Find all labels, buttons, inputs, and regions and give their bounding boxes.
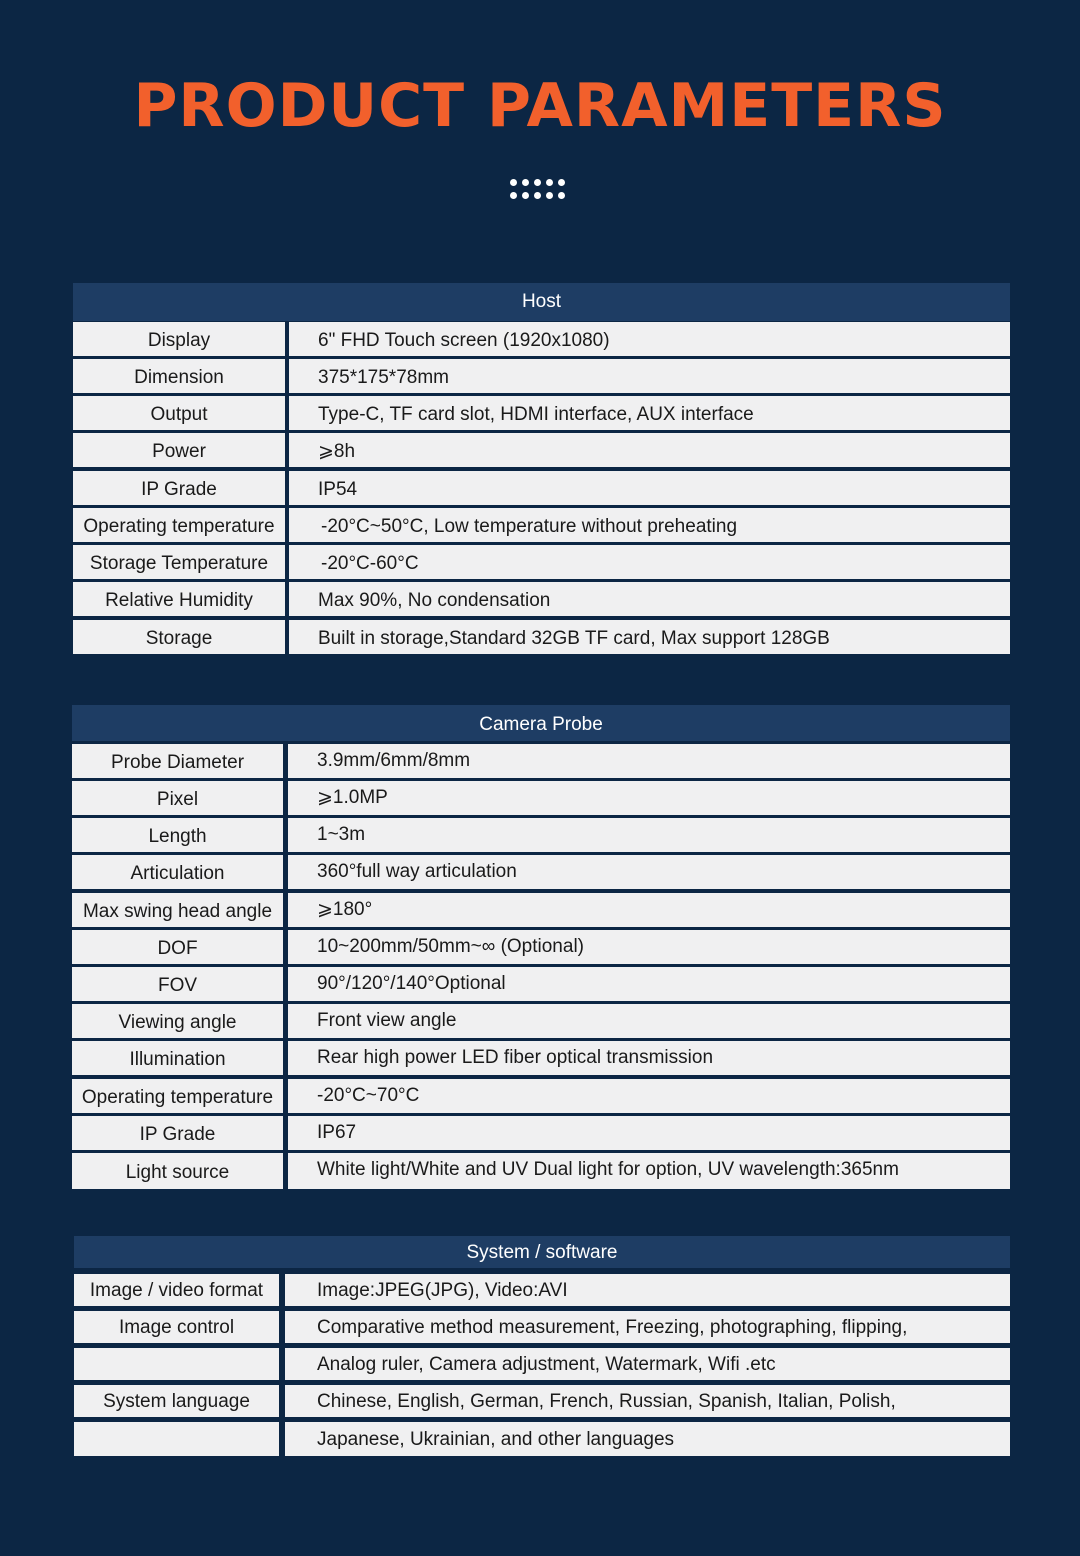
row-value: -20°C-60°C <box>289 545 1010 579</box>
row-label <box>74 1348 279 1380</box>
row-value: 375*175*78mm <box>289 359 1010 393</box>
table-row <box>72 893 1010 927</box>
host-section <box>73 283 1010 657</box>
table-row <box>72 781 1010 815</box>
section-header: System / software <box>74 1236 1010 1268</box>
row-label: Viewing angle <box>72 1004 283 1038</box>
row-value: 10~200mm/50mm~∞ (Optional) <box>288 930 1010 964</box>
row-label: Operating temperature <box>73 508 285 542</box>
dots-ornament <box>508 177 574 203</box>
row-label: IP Grade <box>73 471 285 505</box>
row-value: ⩾180° <box>288 893 1010 927</box>
row-label: Image / video format <box>74 1274 279 1306</box>
table-row <box>73 359 1010 393</box>
table-row <box>73 620 1010 654</box>
table-row <box>74 1274 1010 1306</box>
table-row <box>74 1422 1010 1456</box>
dot-icon <box>546 179 553 186</box>
table-row <box>73 508 1010 542</box>
row-label: Operating temperature <box>72 1079 283 1113</box>
row-value: Analog ruler, Camera adjustment, Watermark, Wifi .etc <box>285 1348 1010 1380</box>
table-row <box>73 582 1010 616</box>
row-value: White light/White and UV Dual light for option, UV wavelength:365nm <box>288 1153 1010 1189</box>
table-row <box>73 396 1010 430</box>
row-label: Length <box>72 818 283 852</box>
row-value: Built in storage,Standard 32GB TF card, Max support 128GB <box>289 620 1010 654</box>
row-label: Image control <box>74 1311 279 1343</box>
dot-icon <box>546 192 553 199</box>
table-row <box>73 545 1010 579</box>
table-row <box>73 433 1010 467</box>
row-label: Storage <box>73 620 285 654</box>
row-label: Light source <box>72 1153 283 1189</box>
row-label: Illumination <box>72 1041 283 1075</box>
row-label: Power <box>73 433 285 467</box>
table-row <box>72 744 1010 778</box>
row-value: IP54 <box>289 471 1010 505</box>
row-label: Output <box>73 396 285 430</box>
row-value: Type-C, TF card slot, HDMI interface, AUX interface <box>289 396 1010 430</box>
row-value: 360°full way articulation <box>288 855 1010 889</box>
table-row <box>72 930 1010 964</box>
table-row <box>72 967 1010 1001</box>
table-row <box>72 1153 1010 1189</box>
row-value: Front view angle <box>288 1004 1010 1038</box>
table-row <box>72 855 1010 889</box>
dot-icon <box>534 192 541 199</box>
dot-icon <box>534 179 541 186</box>
table-row <box>72 1004 1010 1038</box>
row-value: IP67 <box>288 1116 1010 1150</box>
row-label: System language <box>74 1385 279 1417</box>
row-label: Probe Diameter <box>72 744 283 778</box>
table-row <box>73 322 1010 356</box>
row-value: Comparative method measurement, Freezing, photographing, flipping, <box>285 1311 1010 1343</box>
table-row <box>74 1348 1010 1380</box>
camera-probe-section <box>72 705 1010 1191</box>
row-label: Pixel <box>72 781 283 815</box>
system-software-section <box>74 1236 1010 1456</box>
row-label: Articulation <box>72 855 283 889</box>
row-value: -20°C~70°C <box>288 1079 1010 1113</box>
dot-icon <box>522 179 529 186</box>
dot-icon <box>510 179 517 186</box>
row-label <box>74 1422 279 1456</box>
row-value: Max 90%, No condensation <box>289 582 1010 616</box>
table-row <box>73 471 1010 505</box>
section-header: Camera Probe <box>72 705 1010 741</box>
row-value: ⩾1.0MP <box>288 781 1010 815</box>
row-label: IP Grade <box>72 1116 283 1150</box>
row-value: Rear high power LED fiber optical transmission <box>288 1041 1010 1075</box>
dot-icon <box>510 192 517 199</box>
row-value: 6" FHD Touch screen (1920x1080) <box>289 322 1010 356</box>
table-row <box>74 1385 1010 1417</box>
page-title: PRODUCT PARAMETERS <box>133 71 947 141</box>
row-label: Max swing head angle <box>72 893 283 927</box>
row-label: DOF <box>72 930 283 964</box>
row-value: -20°C~50°C, Low temperature without preheating <box>289 508 1010 542</box>
table-row <box>72 818 1010 852</box>
row-label: Storage Temperature <box>73 545 285 579</box>
row-value: 1~3m <box>288 818 1010 852</box>
row-label: Display <box>73 322 285 356</box>
row-label: Dimension <box>73 359 285 393</box>
table-row <box>72 1041 1010 1075</box>
row-value: Image:JPEG(JPG), Video:AVI <box>285 1274 1010 1306</box>
section-header: Host <box>73 283 1010 321</box>
dot-icon <box>558 179 565 186</box>
dot-icon <box>522 192 529 199</box>
dot-icon <box>558 192 565 199</box>
table-row <box>74 1311 1010 1343</box>
row-label: Relative Humidity <box>73 582 285 616</box>
row-value: ⩾8h <box>289 433 1010 467</box>
row-value: Chinese, English, German, French, Russian, Spanish, Italian, Polish, <box>285 1385 1010 1417</box>
row-value: 90°/120°/140°Optional <box>288 967 1010 1001</box>
row-label: FOV <box>72 967 283 1001</box>
table-row <box>72 1116 1010 1150</box>
table-row <box>72 1079 1010 1113</box>
row-value: Japanese, Ukrainian, and other languages <box>285 1422 1010 1456</box>
row-value: 3.9mm/6mm/8mm <box>288 744 1010 778</box>
